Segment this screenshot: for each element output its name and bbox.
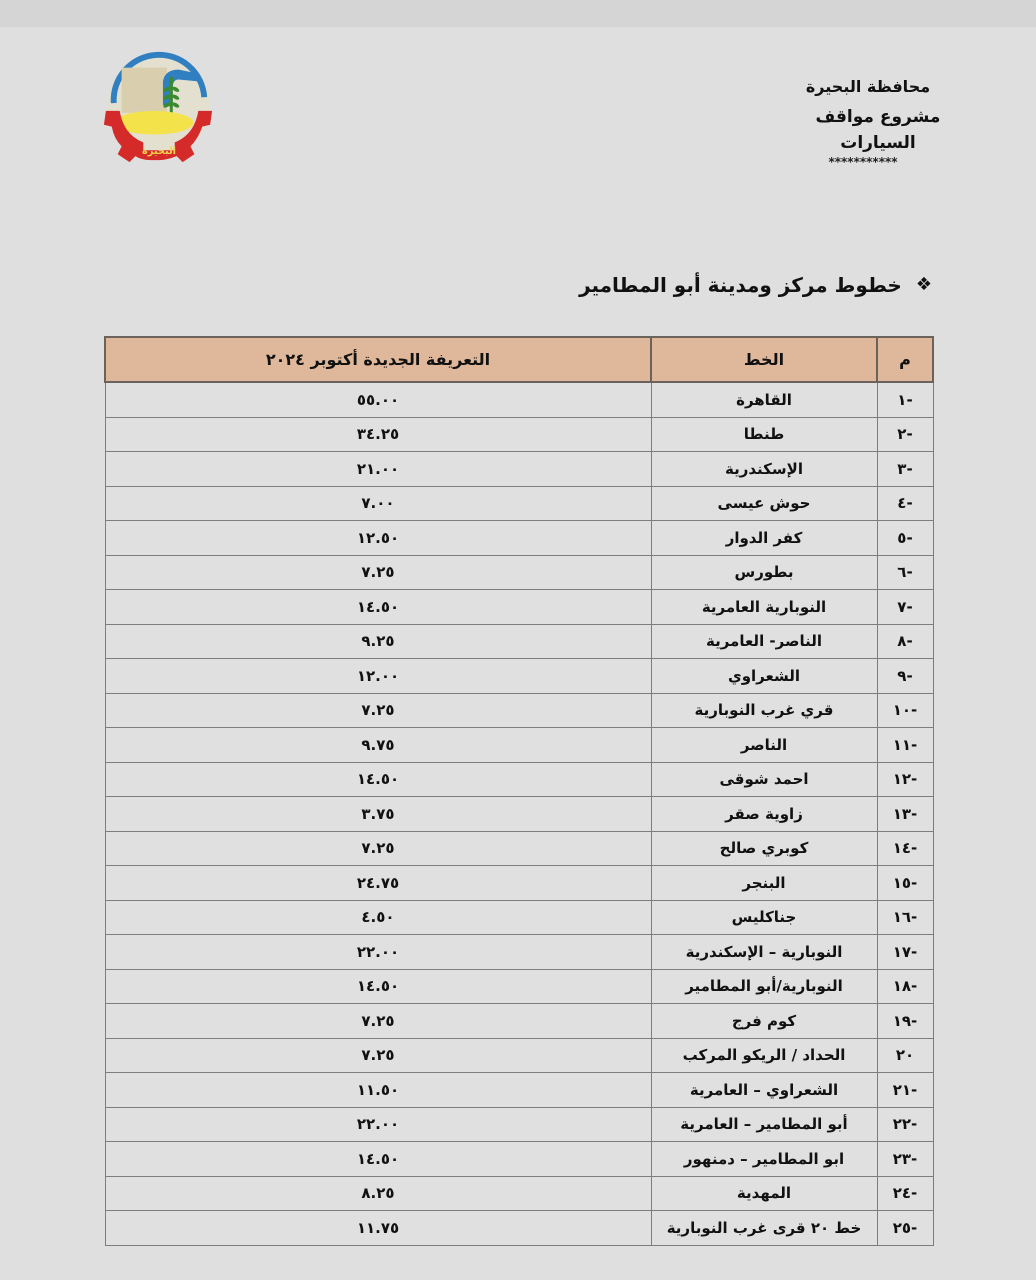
project-name: مشروع مواقف السيارات	[815, 107, 941, 153]
route-name: كفر الدوار	[651, 521, 877, 556]
fare-value: ١٤.٥٠	[105, 590, 651, 625]
fare-value: ٧.٢٥	[105, 693, 651, 728]
route-name: البنجر	[651, 866, 877, 901]
fare-value: ٧.٢٥	[105, 831, 651, 866]
table-row	[105, 590, 933, 625]
table-row	[105, 486, 933, 521]
route-name: كوبري صالح	[651, 831, 877, 866]
table-row	[105, 728, 933, 763]
row-number: -٩	[877, 659, 933, 694]
fare-value: ٩.٢٥	[105, 624, 651, 659]
row-number: -٢٤	[877, 1176, 933, 1211]
table-row	[105, 659, 933, 694]
fare-value: ٧.٢٥	[105, 1004, 651, 1039]
route-name: زاوية صقر	[651, 797, 877, 832]
route-name: الناصر	[651, 728, 877, 763]
row-number: -٢٣	[877, 1142, 933, 1177]
fare-value: ١٢.٥٠	[105, 521, 651, 556]
fare-value: ٤.٥٠	[105, 900, 651, 935]
governorate-name: محافظة البحيرة	[805, 77, 931, 96]
table-row	[105, 797, 933, 832]
fares-table	[104, 336, 934, 1246]
row-number: -٢	[877, 417, 933, 452]
table-row	[105, 521, 933, 556]
route-name: الناصر- العامرية	[651, 624, 877, 659]
route-name: خط ٢٠ قرى غرب النوبارية	[651, 1211, 877, 1246]
fare-value: ٣.٧٥	[105, 797, 651, 832]
column-header-line: الخط	[651, 337, 877, 382]
table-row	[105, 900, 933, 935]
section-title-text: خطوط مركز ومدينة أبو المطامير	[579, 273, 902, 297]
row-number: -١١	[877, 728, 933, 763]
table-row	[105, 866, 933, 901]
fare-value: ٧.٠٠	[105, 486, 651, 521]
fare-value: ٥٥.٠٠	[105, 382, 651, 417]
row-number: -٤	[877, 486, 933, 521]
fare-value: ١١.٥٠	[105, 1073, 651, 1108]
row-number: -١٦	[877, 900, 933, 935]
route-name: النوبارية/أبو المطامير	[651, 969, 877, 1004]
fare-value: ٧.٢٥	[105, 1038, 651, 1073]
route-name: المهدية	[651, 1176, 877, 1211]
fare-value: ٣٤.٢٥	[105, 417, 651, 452]
table-row	[105, 624, 933, 659]
column-header-num: م	[877, 337, 933, 382]
fare-value: ٢٢.٠٠	[105, 935, 651, 970]
row-number: -٣	[877, 452, 933, 487]
row-number: -١٩	[877, 1004, 933, 1039]
route-name: ابو المطامير – دمنهور	[651, 1142, 877, 1177]
fare-value: ٢٢.٠٠	[105, 1107, 651, 1142]
row-number: -١	[877, 382, 933, 417]
table-row	[105, 452, 933, 487]
route-name: قري غرب النوبارية	[651, 693, 877, 728]
row-number: -١٠	[877, 693, 933, 728]
route-name: أبو المطامير – العامرية	[651, 1107, 877, 1142]
table-header-row	[105, 337, 933, 382]
row-number: -٧	[877, 590, 933, 625]
table-row	[105, 762, 933, 797]
row-number: -١٤	[877, 831, 933, 866]
fare-value: ٩.٧٥	[105, 728, 651, 763]
route-name: طنطا	[651, 417, 877, 452]
route-name: الشعراوي	[651, 659, 877, 694]
table-row	[105, 693, 933, 728]
fare-value: ١١.٧٥	[105, 1211, 651, 1246]
row-number: -١٧	[877, 935, 933, 970]
route-name: احمد شوقى	[651, 762, 877, 797]
row-number: -٨	[877, 624, 933, 659]
fare-value: ٧.٢٥	[105, 555, 651, 590]
table-row	[105, 417, 933, 452]
row-number: -٥	[877, 521, 933, 556]
route-name: الحداد / الريكو المركب	[651, 1038, 877, 1073]
logo-text: البحيرة	[141, 146, 177, 158]
row-number: -١٣	[877, 797, 933, 832]
table-row	[105, 1142, 933, 1177]
route-name: النوبارية العامرية	[651, 590, 877, 625]
table-row	[105, 1211, 933, 1246]
table-row	[105, 969, 933, 1004]
fare-value: ١٤.٥٠	[105, 969, 651, 1004]
row-number: -١٢	[877, 762, 933, 797]
route-name: الإسكندرية	[651, 452, 877, 487]
fare-value: ١٤.٥٠	[105, 762, 651, 797]
table-row	[105, 555, 933, 590]
row-number: -٦	[877, 555, 933, 590]
diamond-bullet-icon: ❖	[915, 274, 932, 295]
row-number: -١٨	[877, 969, 933, 1004]
route-name: الشعراوي – العامرية	[651, 1073, 877, 1108]
header-separator: ***********	[828, 155, 898, 169]
table-row	[105, 1107, 933, 1142]
route-name: جناكليس	[651, 900, 877, 935]
table-row	[105, 1004, 933, 1039]
fare-value: ١٤.٥٠	[105, 1142, 651, 1177]
row-number: -٢٥	[877, 1211, 933, 1246]
column-header-fare: التعريفة الجديدة أكتوبر ٢٠٢٤	[105, 337, 651, 382]
route-name: بطورس	[651, 555, 877, 590]
fare-value: ١٢.٠٠	[105, 659, 651, 694]
table-row	[105, 935, 933, 970]
table-row	[105, 1073, 933, 1108]
table-row	[105, 831, 933, 866]
row-number: ٢٠	[877, 1038, 933, 1073]
route-name: القاهرة	[651, 382, 877, 417]
row-number: -٢٢	[877, 1107, 933, 1142]
table-row	[105, 1038, 933, 1073]
organization-header	[778, 76, 978, 168]
fare-value: ٢١.٠٠	[105, 452, 651, 487]
beheira-governorate-logo	[100, 48, 218, 166]
row-number: -١٥	[877, 866, 933, 901]
route-name: كوم فرج	[651, 1004, 877, 1039]
route-name: النوبارية – الإسكندرية	[651, 935, 877, 970]
fare-value: ٨.٢٥	[105, 1176, 651, 1211]
section-title	[579, 270, 932, 300]
table-row	[105, 382, 933, 417]
top-bar	[0, 0, 1036, 27]
route-name: حوش عيسى	[651, 486, 877, 521]
fare-value: ٢٤.٧٥	[105, 866, 651, 901]
row-number: -٢١	[877, 1073, 933, 1108]
table-row	[105, 1176, 933, 1211]
